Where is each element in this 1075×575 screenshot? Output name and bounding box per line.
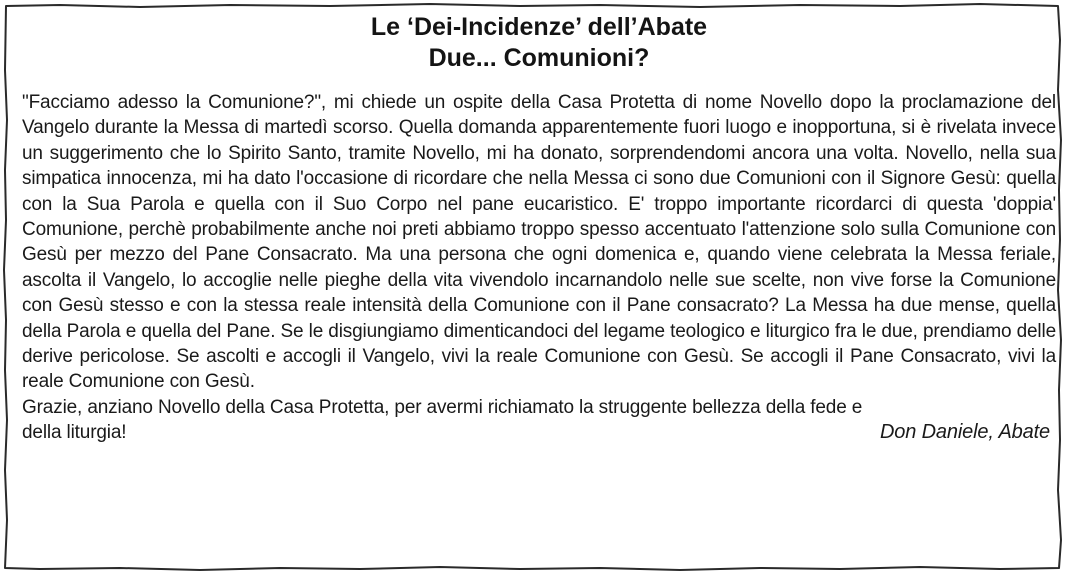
title-line-2: Due... Comunioni? [428, 44, 650, 72]
article [22, 12, 1056, 564]
article-title [22, 12, 1056, 74]
paragraph-2-end: della liturgia! [22, 422, 127, 444]
closing-line [22, 420, 1056, 445]
signature: Don Daniele, Abate [879, 421, 1050, 444]
paragraph-2: Grazie, anziano Novello della Casa Protetta, per avermi richiamato la struggente bellezza della fede e [22, 396, 863, 418]
article-body [22, 90, 1056, 446]
title-line-1: Le ‘Dei-Incidenze’ dell’Abate [370, 13, 708, 41]
paragraph-1: "Facciamo adesso la Comunione?", mi chiede un ospite della Casa Protetta di nome Novello dopo la proclamazione del Vangelo durante la Messa di martedì scorso. Quella domanda apparentemente fuori luogo e inopportuna, si è rivelata invece un suggerimento che lo Spirito Santo, tramite Novello, mi ha donato, sorprendendomi ancora una volta. Novello, nella sua simpatica innocenza, mi ha dato l'occasione di ricordare che nella Messa ci sono due Comunioni con il Signore Gesù: quella con la Sua Parola e quella con il Suo Corpo nel pane eucaristico. E' troppo importante ricordarci di questa 'doppia' Comunione, perchè probabilmente anche noi preti abbiamo troppo spesso accentuato l'attenzione solo sulla Comunione con Gesù per mezzo del Pane Consacrato. Ma una persona che ogni domenica e, quando viene celebrata la Messa feriale, ascolta il Vangelo, lo accoglie nelle pieghe della vita vivendolo incarnandolo nelle sue scelte, non vive forse la Comunione con Gesù stesso e con la stessa reale intensità della Comunione con il Pane consacrato? La Messa ha due mense, quella della Parola e quella del Pane. Se le disgiungiamo dimenticandoci del legame teologico e liturgico fra le due, prendiamo delle derive pericolose. Se ascolti e accogli il Vangelo, vivi la reale Comunione con Gesù. Se accogli il Pane Consacrato, vivi la reale Comunione con Gesù. [22, 92, 1056, 393]
